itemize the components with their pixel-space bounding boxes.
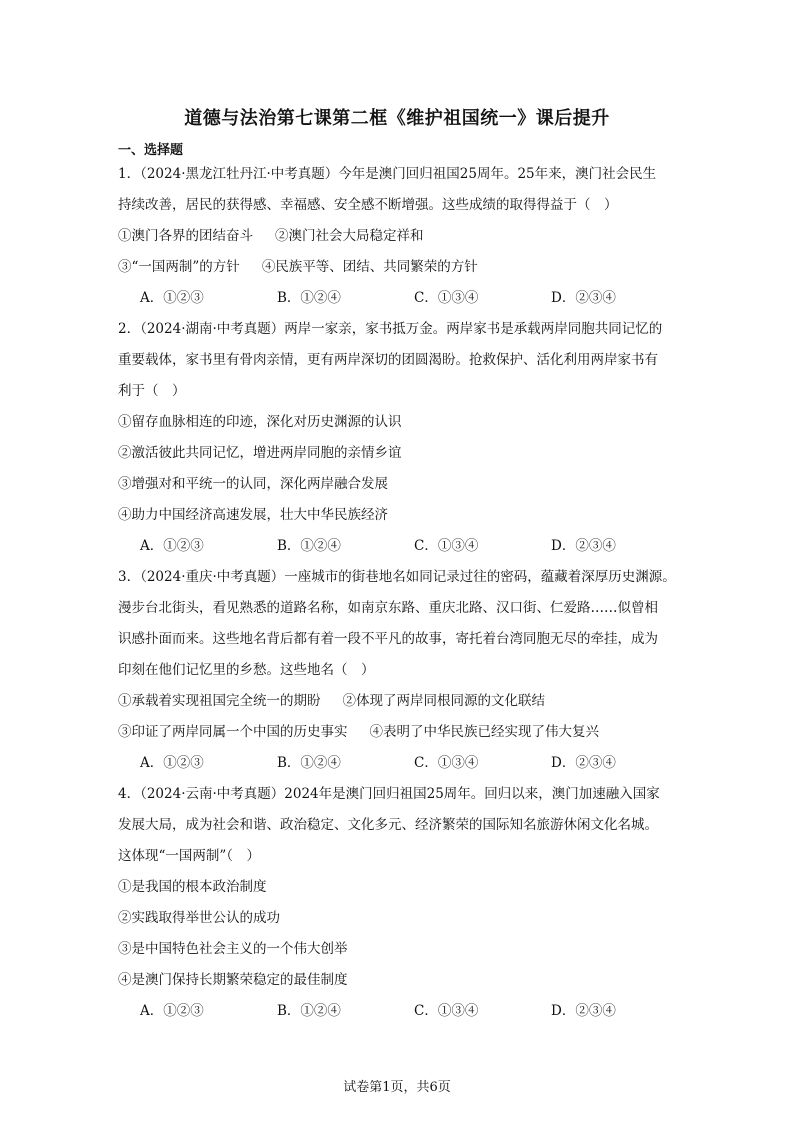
choice-b[interactable]: B．①②④ xyxy=(277,290,341,306)
answer-choices xyxy=(118,996,688,1027)
statement-row xyxy=(118,252,688,283)
section-heading: 一、选择题 xyxy=(118,143,184,158)
question-text-line: 2．（2024·湖南·中考真题）两岸一家亲，家书抵万金。两岸家书是承载两岸同胞共同记忆的 xyxy=(118,321,663,337)
answer-choices xyxy=(118,283,688,314)
statement: ③“一国两制”的方针 xyxy=(118,259,240,275)
choice-a[interactable]: A．①②③ xyxy=(140,538,204,554)
statement: ①澳门各界的团结奋斗 xyxy=(118,228,253,244)
statement: ②激活彼此共同记忆，增进两岸同胞的亲情乡谊 xyxy=(118,445,402,461)
choice-a[interactable]: A．①②③ xyxy=(140,290,204,306)
page-title: 道德与法治第七课第二框《维护祖国统一》课后提升 xyxy=(184,108,610,129)
statement: ②体现了两岸同根同源的文化联结 xyxy=(342,693,545,709)
choice-c[interactable]: C．①③④ xyxy=(414,538,479,554)
choice-d[interactable]: D．②③④ xyxy=(551,755,616,771)
question-text-line: 利于（ ） xyxy=(118,383,186,399)
choice-b[interactable]: B．①②④ xyxy=(277,755,341,771)
question-text-line: 印刻在他们记忆里的乡愁。这些地名（ ） xyxy=(118,662,375,678)
question xyxy=(118,314,688,562)
choice-b[interactable]: B．①②④ xyxy=(277,538,341,554)
question-text-line: 1．（2024·黑龙江牡丹江·中考真题）今年是澳门回归祖国25周年。25年来，澳门社会民生 xyxy=(118,166,657,182)
choice-c[interactable]: C．①③④ xyxy=(414,755,479,771)
page-footer: 试卷第1页，共6页 xyxy=(343,1080,451,1095)
choice-a[interactable]: A．①②③ xyxy=(140,755,204,771)
choice-a[interactable]: A．①②③ xyxy=(140,1003,204,1019)
statement-row xyxy=(118,686,688,717)
statement: ③是中国特色社会主义的一个伟大创举 xyxy=(118,941,348,957)
question-text-line: 4．（2024·云南·中考真题）2024年是澳门回归祖国25周年。回归以来，澳门加速融入国家 xyxy=(118,786,660,802)
statement: ③增强对和平统一的认同，深化两岸融合发展 xyxy=(118,476,388,492)
question xyxy=(118,779,688,1027)
question-text-line: 漫步台北街头，看见熟悉的道路名称，如南京东路、重庆北路、汉口街、仁爱路……似曾相 xyxy=(118,600,658,616)
choice-c[interactable]: C．①③④ xyxy=(414,1003,479,1019)
choice-c[interactable]: C．①③④ xyxy=(414,290,479,306)
question-text-line: 发展大局，成为社会和谐、政治稳定、文化多元、经济繁荣的国际知名旅游休闲文化名城。 xyxy=(118,817,658,833)
choice-b[interactable]: B．①②④ xyxy=(277,1003,341,1019)
statement: ②实践取得举世公认的成功 xyxy=(118,910,280,926)
choice-d[interactable]: D．②③④ xyxy=(551,1003,616,1019)
statement: ④是澳门保持长期繁荣稳定的最佳制度 xyxy=(118,972,348,988)
question-text-line: 这体现“一国两制”（ ） xyxy=(118,848,261,864)
statement: ④民族平等、团结、共同繁荣的方针 xyxy=(261,259,478,275)
statement-row xyxy=(118,717,688,748)
answer-choices xyxy=(118,748,688,779)
choice-d[interactable]: D．②③④ xyxy=(551,290,616,306)
question-text-line: 3．（2024·重庆·中考真题）一座城市的街巷地名如同记录过往的密码，蕴藏着深厚历史渊源。 xyxy=(118,569,676,585)
question-text-line: 持续改善，居民的获得感、幸福感、安全感不断增强。这些成绩的取得得益于（ ） xyxy=(118,197,618,213)
statement: ③印证了两岸同属一个中国的历史事实 xyxy=(118,724,348,740)
question-text-line: 识感扑面而来。这些地名背后都有着一段不平凡的故事，寄托着台湾同胞无尽的牵挂，成为 xyxy=(118,631,658,647)
answer-choices xyxy=(118,531,688,562)
question-text-line: 重要载体，家书里有骨肉亲情，更有两岸深切的团圆渴盼。抢救保护、活化利用两岸家书有 xyxy=(118,352,658,368)
question-list xyxy=(118,159,688,1027)
question xyxy=(118,562,688,779)
statement: ①是我国的根本政治制度 xyxy=(118,879,267,895)
question xyxy=(118,159,688,314)
choice-d[interactable]: D．②③④ xyxy=(551,538,616,554)
statement: ④助力中国经济高速发展，壮大中华民族经济 xyxy=(118,507,388,523)
statement-row xyxy=(118,221,688,252)
statement: ④表明了中华民族已经实现了伟大复兴 xyxy=(369,724,599,740)
statement: ①承载着实现祖国完全统一的期盼 xyxy=(118,693,321,709)
statement: ②澳门社会大局稳定祥和 xyxy=(275,228,424,244)
statement: ①留存血脉相连的印迹，深化对历史渊源的认识 xyxy=(118,414,402,430)
